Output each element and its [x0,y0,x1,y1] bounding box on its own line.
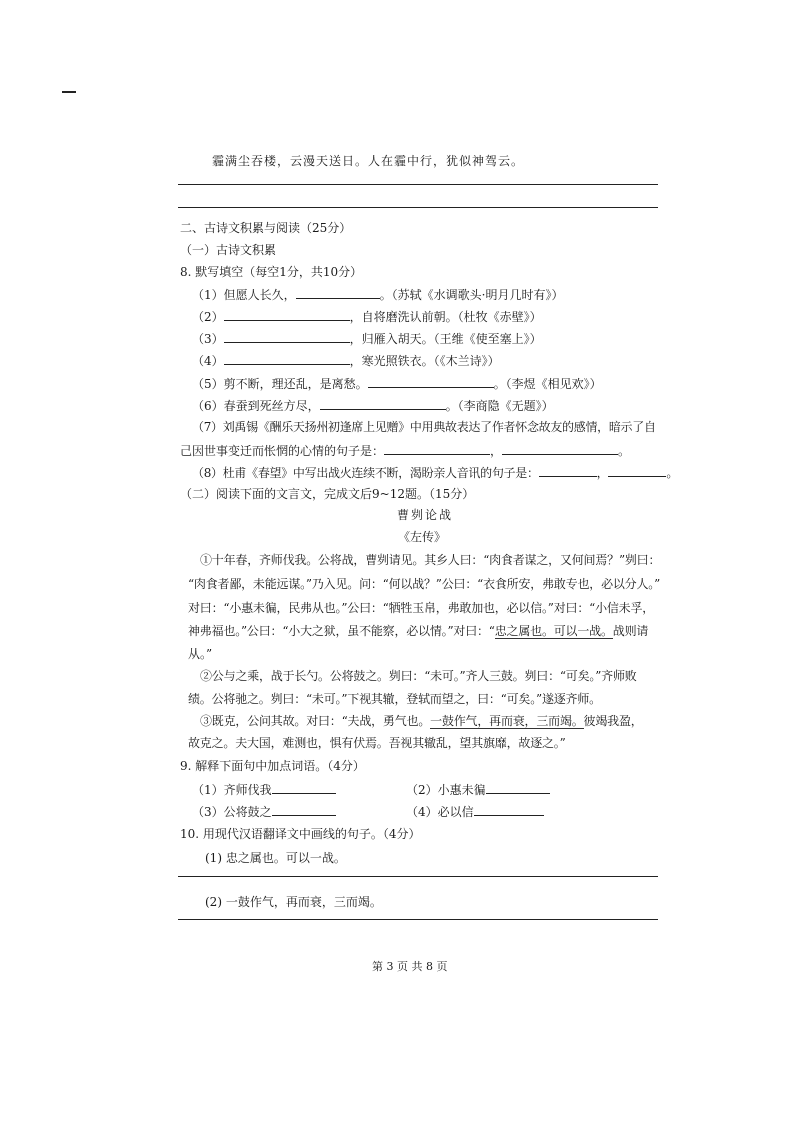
blank[interactable] [384,441,490,455]
passage-line: “肉食者鄙，未能远谋。”乃入见。问：“何以战？”公曰：“衣食所安，弗敢专也，必以分人。” [188,577,661,591]
blank[interactable] [224,351,350,365]
question-9-title: 9. 解释下面句中加点词语。（4分） [180,759,365,773]
q8-item-6: （6）春蚕到死丝方尽， 。（李商隐《无题》） [192,396,554,414]
answer-line [178,876,658,877]
question-10-title: 10. 用现代汉语翻译文中画线的句子。（4分） [180,827,421,841]
passage-source: 《左传》 [398,530,447,544]
blank[interactable] [320,396,446,410]
passage-title: 曹刿论战 [397,508,454,522]
subsection-heading: （一）古诗文积累 [180,243,277,257]
underlined-sentence: 一鼓作气，再而衰，三而竭。 [430,714,584,728]
passage-line: 对曰：“小惠未徧，民弗从也。”公曰：“牺牲玉帛，弗敢加也，必以信。”对曰：“小信未孚， [188,601,655,615]
q9-item-2: （2）小惠未徧 [406,780,550,798]
blank[interactable] [474,802,544,816]
q8-item-8: （8）杜甫《春望》中写出战火连续不断，渴盼亲人音讯的句子是： ， 。 [192,463,678,481]
q9-item-3: （3）公将鼓之 [192,802,336,820]
section-heading: 二、古诗文积累与阅读（25分） [180,221,352,235]
blank[interactable] [608,463,666,477]
blank[interactable] [539,463,597,477]
blank[interactable] [502,441,618,455]
q8-item-4: （4） ，寒光照铁衣。（《木兰诗》） [192,351,500,369]
q8-item-7-line1: （7）刘禹锡《酬乐天扬州初逢席上见赠》中用典故表达了作者怀念故友的感情，暗示了自 [192,420,656,434]
passage-line: 从。” [188,647,213,661]
passage-line: 神弗福也。”公曰：“小大之狱，虽不能察，必以情。”对曰：“忠之属也。可以一战。战则请 [188,624,649,638]
passage-line: 故克之。夫大国，难测也，惧有伏焉。吾视其辙乱，望其旗靡，故逐之。” [188,736,566,750]
page-footer: 第 3 页 共 8 页 [372,960,448,973]
q10-item-2: (2) 一鼓作气，再而衰，三而竭。 [205,895,382,909]
subsection-heading-2: （二）阅读下面的文言文，完成文后9~12题。（15分） [180,487,475,501]
passage-line: ②公与之乘，战于长勺。公将鼓之。刿曰：“未可。”齐人三鼓。刿曰：“可矣。”齐师败 [200,669,637,683]
q9-item-1: （1）齐师伐我 [192,780,336,798]
q8-item-3: （3） ，归雁入胡天。（王维《使至塞上》） [192,329,542,347]
passage-line: ①十年春，齐师伐我。公将战，曹刿请见。其乡人曰：“肉食者谋之，又何间焉？”刿曰： [200,553,661,567]
blank[interactable] [224,329,350,343]
blank[interactable] [296,285,380,299]
passage-line: ③既克，公问其故。对曰：“夫战，勇气也。一鼓作气，再而衰，三而竭。彼竭我盈， [200,714,643,728]
passage-line: 绩。公将驰之。刿曰：“未可。”下视其辙，登轼而望之，曰：“可矣。”遂逐齐师。 [188,692,601,706]
blank[interactable] [272,780,336,794]
answer-line [178,919,658,920]
blank[interactable] [486,780,550,794]
q9-item-4: （4）必以信 [406,802,544,820]
q8-item-7-line2: 己因世事变迁而怅惘的心情的句子是： ， 。 [180,441,630,459]
question-8-title: 8. 默写填空（每空1分，共10分） [180,265,363,279]
answer-line [178,207,658,208]
q8-item-2: （2） ，自将磨洗认前朝。（杜牧《赤壁》） [192,307,542,325]
blank[interactable] [368,374,494,388]
margin-mark [62,91,76,93]
q10-item-1: (1) 忠之属也。可以一战。 [205,851,346,865]
q8-item-5: （5）剪不断，理还乱，是离愁。 。（李煜《相见欢》） [192,374,602,392]
answer-line [178,184,658,185]
top-sentence: 霾满尘吞楼，云漫天送日。人在霾中行，犹似神驾云。 [212,154,525,168]
q8-item-1: （1）但愿人长久， 。（苏轼《水调歌头·明月几时有》） [192,285,563,303]
underlined-sentence: 忠之属也。可以一战。 [494,624,613,638]
blank[interactable] [224,307,350,321]
blank[interactable] [272,802,336,816]
